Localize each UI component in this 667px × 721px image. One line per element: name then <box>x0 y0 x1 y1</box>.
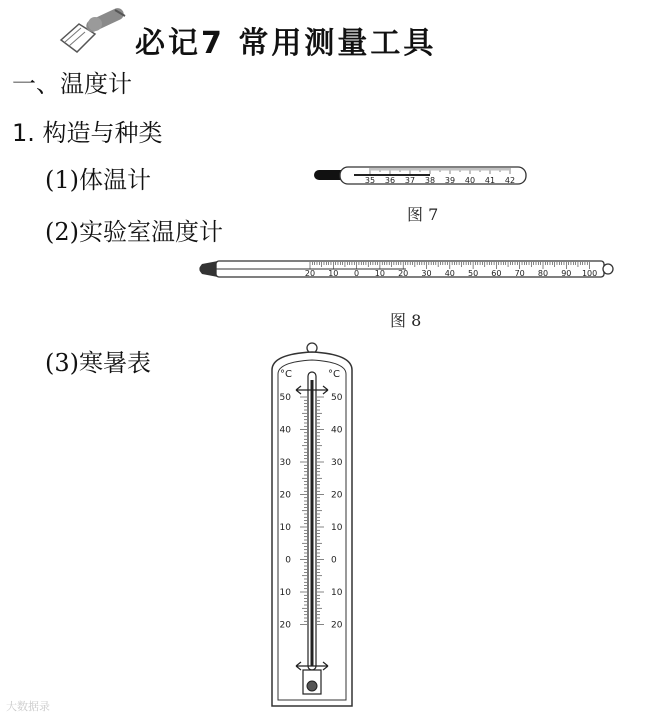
lab-scale-label: 90 <box>561 269 572 278</box>
lab-thermometer-figure <box>196 256 620 286</box>
unit-label-right: °C <box>328 369 340 380</box>
lab-scale-label: 80 <box>537 269 549 278</box>
section-subheading: 1. 构造与种类 <box>12 119 163 147</box>
lab-scale-label: 0 <box>354 269 360 278</box>
clinical-scale-label: 38 <box>424 176 436 185</box>
wall-scale-label-right: 20 <box>331 620 343 631</box>
wall-scale-label-right: 0 <box>331 555 337 566</box>
lab-scale-label: 70 <box>514 269 525 278</box>
lab-scale-label: 30 <box>421 269 432 278</box>
wall-scale-label-right: 50 <box>331 393 343 403</box>
clinical-scale-label: 36 <box>384 176 396 185</box>
wall-scale-label-right: 10 <box>331 588 343 598</box>
page-title: 必记7 常用测量工具 <box>135 26 437 61</box>
wall-scale-label-left: 10 <box>279 588 291 598</box>
clinical-scale-label: 41 <box>484 176 496 185</box>
watermark: 大数据录 <box>6 700 50 713</box>
wall-scale-label-left: 20 <box>279 620 291 631</box>
wall-scale-label-left: 0 <box>285 555 291 566</box>
clinical-scale-label: 42 <box>504 176 516 185</box>
clinical-scale-label: 40 <box>464 176 476 185</box>
wall-scale-label-left: 40 <box>279 425 291 436</box>
item-lab-thermometer: (2)实验室温度计 <box>45 218 223 246</box>
hand-pen-icon <box>55 6 135 58</box>
lab-scale-label: 10 <box>328 269 339 278</box>
lab-scale-label: 20 <box>304 269 316 278</box>
clinical-scale-label: 37 <box>404 176 416 185</box>
lab-scale-label: 60 <box>491 269 502 278</box>
wall-scale-label-right: 40 <box>331 425 343 436</box>
clinical-thermometer-figure <box>310 160 535 196</box>
clinical-scale-label: 35 <box>364 176 376 185</box>
section-heading: 一、温度计 <box>12 70 132 98</box>
item-wall-thermometer: (3)寒暑表 <box>45 349 151 377</box>
clinical-scale-label: 39 <box>444 176 456 185</box>
lab-scale-label: 100 <box>581 269 598 278</box>
wall-scale-label-right: 10 <box>331 523 343 533</box>
wall-thermometer-figure <box>266 340 366 712</box>
lab-scale-label: 10 <box>374 269 385 278</box>
wall-scale-label-left: 20 <box>279 490 291 501</box>
figure-8-caption: 图 8 <box>390 311 422 330</box>
wall-scale-label-right: 20 <box>331 490 343 501</box>
wall-scale-label-right: 30 <box>331 458 343 468</box>
lab-scale-label: 20 <box>398 269 409 278</box>
lab-scale-label: 50 <box>468 269 479 278</box>
wall-scale-label-left: 10 <box>279 523 291 533</box>
figure-7-caption: 图 7 <box>407 205 439 224</box>
unit-label-left: °C <box>280 369 292 380</box>
wall-scale-label-left: 50 <box>279 393 291 403</box>
lab-scale-label: 40 <box>444 269 455 278</box>
item-clinical-thermometer: (1)体温计 <box>45 166 151 194</box>
wall-scale-label-left: 30 <box>279 458 291 468</box>
